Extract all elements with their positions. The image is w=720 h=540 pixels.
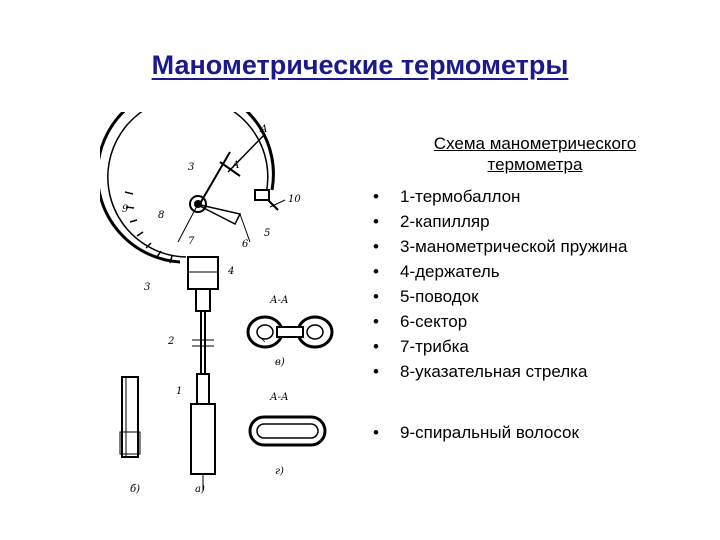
list-item: • 8-указательная стрелка xyxy=(370,359,710,384)
label-sub-g: г) xyxy=(275,466,284,477)
section-g xyxy=(250,417,325,445)
label-a-marker-2: А xyxy=(232,160,240,171)
page-title: Манометрические термометры xyxy=(151,50,569,80)
list-item: • 2-капилляр xyxy=(370,209,710,234)
list-item: • 6-сектор xyxy=(370,309,710,334)
list-item: • 3-манометрической пружина xyxy=(370,234,710,259)
extra-list xyxy=(370,420,710,445)
label-4: 4 xyxy=(228,266,235,277)
list-item: • 7-трибка xyxy=(370,334,710,359)
label-section-bottom: А-А xyxy=(270,392,289,403)
label-sub-a: а) xyxy=(195,484,205,495)
label-3-top: 3 xyxy=(188,162,195,173)
scale-ticks xyxy=(125,192,172,263)
figure-caption: Схема манометрического термометра xyxy=(433,134,637,174)
label-7: 7 xyxy=(188,236,195,247)
label-sub-v: в) xyxy=(275,357,285,368)
label-3: 3 xyxy=(144,282,151,293)
sector xyxy=(196,204,240,224)
label-10: 10 xyxy=(288,194,301,205)
label-5: 5 xyxy=(264,228,271,239)
label-1: 1 xyxy=(176,386,183,397)
label-2: 2 xyxy=(168,336,175,347)
list-item: • 9-спиральный волосок xyxy=(370,420,710,445)
label-6: 6 xyxy=(242,239,249,250)
label-8: 8 xyxy=(158,210,165,221)
thermometer-schematic xyxy=(100,112,360,507)
section-v xyxy=(248,317,332,347)
parts-list xyxy=(370,184,710,384)
list-item: • 4-держатель xyxy=(370,259,710,284)
holder xyxy=(188,257,218,289)
label-section-top: А-А xyxy=(270,295,289,306)
list-item: • 1-термобаллон xyxy=(370,184,710,209)
label-9: 9 xyxy=(122,204,129,215)
thermobulb xyxy=(191,404,215,474)
list-item: • 5-поводок xyxy=(370,284,710,309)
label-a-marker: А xyxy=(260,124,268,135)
label-sub-b: б) xyxy=(130,484,141,495)
